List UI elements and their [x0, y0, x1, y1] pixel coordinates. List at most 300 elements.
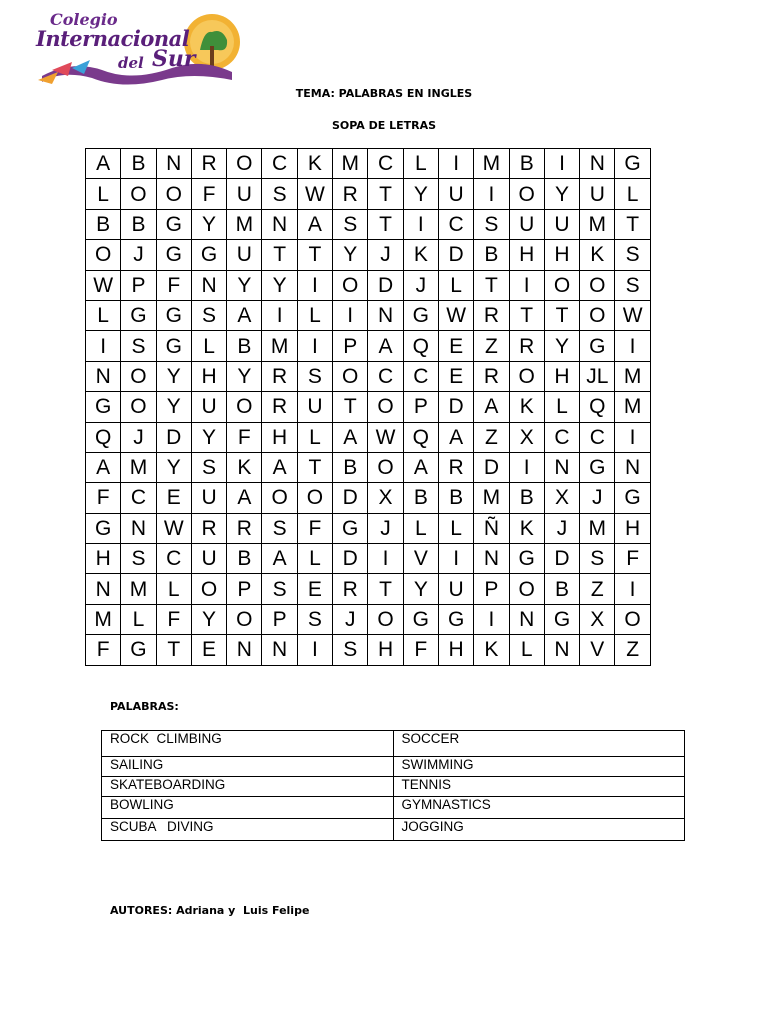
grid-cell: H [262, 422, 297, 452]
grid-cell: U [509, 209, 544, 239]
grid-cell: L [297, 422, 332, 452]
grid-cell: C [368, 361, 403, 391]
grid-cell: M [615, 392, 650, 422]
grid-cell: A [262, 544, 297, 574]
grid-cell: O [580, 300, 615, 330]
grid-row [86, 544, 651, 574]
grid-cell: O [86, 240, 121, 270]
grid-cell: G [156, 300, 191, 330]
grid-cell: W [438, 300, 473, 330]
grid-cell: W [615, 300, 650, 330]
grid-cell: Y [156, 392, 191, 422]
grid-cell: Y [544, 331, 579, 361]
words-label: PALABRAS: [110, 700, 179, 713]
grid-cell: N [262, 635, 297, 665]
grid-cell: P [403, 392, 438, 422]
grid-cell: F [615, 544, 650, 574]
grid-cell: H [86, 544, 121, 574]
grid-cell: B [403, 483, 438, 513]
grid-cell: N [509, 604, 544, 634]
grid-cell: Z [615, 635, 650, 665]
grid-cell: H [544, 361, 579, 391]
grid-cell: W [86, 270, 121, 300]
grid-cell: R [333, 574, 368, 604]
grid-cell: G [121, 635, 156, 665]
grid-cell: I [615, 331, 650, 361]
grid-row [86, 635, 651, 665]
grid-cell: J [368, 513, 403, 543]
grid-cell: J [368, 240, 403, 270]
grid-cell: D [333, 544, 368, 574]
grid-cell: Y [544, 179, 579, 209]
grid-cell: S [474, 209, 509, 239]
grid-cell: L [86, 300, 121, 330]
grid-cell: C [121, 483, 156, 513]
grid-cell: X [544, 483, 579, 513]
grid-cell: Ñ [474, 513, 509, 543]
grid-cell: T [368, 574, 403, 604]
grid-cell: T [333, 392, 368, 422]
grid-cell: O [580, 270, 615, 300]
word-cell: ROCK CLIMBING [102, 731, 394, 757]
grid-cell: U [227, 179, 262, 209]
grid-cell: I [297, 270, 332, 300]
grid-row [86, 392, 651, 422]
grid-cell: D [156, 422, 191, 452]
word-cell: SCUBA DIVING [102, 819, 394, 841]
grid-cell: I [544, 149, 579, 179]
grid-cell: G [403, 604, 438, 634]
logo-text-del: del [118, 54, 144, 72]
grid-cell: N [121, 513, 156, 543]
grid-cell: E [438, 331, 473, 361]
grid-cell: K [403, 240, 438, 270]
grid-cell: S [580, 544, 615, 574]
grid-cell: T [368, 179, 403, 209]
grid-cell: E [438, 361, 473, 391]
grid-cell: Y [156, 361, 191, 391]
grid-cell: Y [191, 209, 226, 239]
grid-cell: Z [474, 331, 509, 361]
grid-cell: P [262, 604, 297, 634]
grid-cell: C [156, 544, 191, 574]
grid-cell: B [544, 574, 579, 604]
grid-cell: Y [262, 270, 297, 300]
grid-cell: N [227, 635, 262, 665]
grid-cell: B [227, 331, 262, 361]
grid-cell: U [297, 392, 332, 422]
grid-cell: F [156, 604, 191, 634]
grid-cell: H [509, 240, 544, 270]
grid-cell: A [474, 392, 509, 422]
grid-cell: G [544, 604, 579, 634]
grid-cell: S [333, 635, 368, 665]
grid-cell: G [580, 331, 615, 361]
word-cell: SAILING [102, 757, 394, 777]
grid-cell: U [191, 392, 226, 422]
grid-cell: I [297, 635, 332, 665]
grid-cell: G [86, 392, 121, 422]
grid-cell: I [333, 300, 368, 330]
grid-cell: G [438, 604, 473, 634]
word-row [102, 797, 685, 819]
grid-cell: S [262, 513, 297, 543]
grid-cell: D [333, 483, 368, 513]
grid-cell: N [544, 452, 579, 482]
word-row [102, 777, 685, 797]
grid-cell: N [544, 635, 579, 665]
grid-row [86, 513, 651, 543]
grid-cell: G [86, 513, 121, 543]
grid-cell: M [615, 361, 650, 391]
grid-cell: S [262, 179, 297, 209]
grid-cell: O [509, 361, 544, 391]
grid-cell: M [227, 209, 262, 239]
grid-cell: C [262, 149, 297, 179]
grid-row [86, 270, 651, 300]
grid-cell: V [403, 544, 438, 574]
grid-cell: E [191, 635, 226, 665]
grid-cell: L [615, 179, 650, 209]
grid-cell: G [580, 452, 615, 482]
grid-cell: N [368, 300, 403, 330]
word-row [102, 819, 685, 841]
grid-cell: JL [580, 361, 615, 391]
grid-cell: S [191, 300, 226, 330]
grid-cell: M [333, 149, 368, 179]
grid-cell: U [438, 179, 473, 209]
grid-row [86, 179, 651, 209]
grid-cell: Y [227, 361, 262, 391]
grid-cell: I [474, 179, 509, 209]
grid-row [86, 149, 651, 179]
grid-cell: H [615, 513, 650, 543]
grid-cell: G [121, 300, 156, 330]
grid-cell: W [156, 513, 191, 543]
grid-cell: C [438, 209, 473, 239]
grid-cell: H [544, 240, 579, 270]
grid-cell: T [368, 209, 403, 239]
grid-cell: W [297, 179, 332, 209]
grid-cell: A [297, 209, 332, 239]
grid-cell: Z [474, 422, 509, 452]
grid-cell: I [438, 544, 473, 574]
grid-cell: B [121, 209, 156, 239]
grid-cell: K [509, 513, 544, 543]
grid-cell: L [156, 574, 191, 604]
grid-cell: I [438, 149, 473, 179]
grid-cell: L [544, 392, 579, 422]
word-search-title: SOPA DE LETRAS [331, 119, 437, 132]
grid-cell: N [86, 361, 121, 391]
grid-cell: M [121, 452, 156, 482]
grid-cell: U [191, 544, 226, 574]
grid-cell: R [333, 179, 368, 209]
grid-cell: P [474, 574, 509, 604]
grid-cell: L [403, 513, 438, 543]
grid-cell: U [438, 574, 473, 604]
grid-cell: J [333, 604, 368, 634]
grid-cell: N [580, 149, 615, 179]
grid-cell: Z [580, 574, 615, 604]
grid-cell: N [262, 209, 297, 239]
grid-cell: M [580, 513, 615, 543]
grid-cell: T [156, 635, 191, 665]
grid-cell: M [262, 331, 297, 361]
grid-cell: B [438, 483, 473, 513]
grid-cell: D [438, 392, 473, 422]
grid-row [86, 422, 651, 452]
grid-cell: O [615, 604, 650, 634]
grid-cell: J [121, 240, 156, 270]
grid-row [86, 574, 651, 604]
grid-cell: L [121, 604, 156, 634]
grid-cell: Q [403, 422, 438, 452]
grid-cell: K [227, 452, 262, 482]
grid-cell: I [368, 544, 403, 574]
grid-cell: M [474, 149, 509, 179]
grid-cell: Q [403, 331, 438, 361]
grid-cell: Q [86, 422, 121, 452]
grid-cell: U [544, 209, 579, 239]
grid-cell: P [333, 331, 368, 361]
grid-cell: H [438, 635, 473, 665]
grid-cell: N [156, 149, 191, 179]
grid-cell: O [121, 179, 156, 209]
logo-text-internacional: Internacional [36, 26, 190, 51]
grid-cell: T [297, 452, 332, 482]
grid-cell: H [368, 635, 403, 665]
grid-cell: O [121, 392, 156, 422]
grid-cell: R [262, 361, 297, 391]
grid-cell: E [156, 483, 191, 513]
grid-cell: O [156, 179, 191, 209]
grid-cell: T [474, 270, 509, 300]
grid-cell: L [297, 544, 332, 574]
grid-cell: K [474, 635, 509, 665]
grid-cell: I [509, 452, 544, 482]
logo-text-colegio: Colegio [50, 10, 118, 29]
grid-cell: B [121, 149, 156, 179]
grid-row [86, 452, 651, 482]
grid-cell: G [403, 300, 438, 330]
grid-cell: O [509, 179, 544, 209]
word-search-grid [85, 148, 651, 666]
grid-cell: M [474, 483, 509, 513]
grid-cell: S [191, 452, 226, 482]
grid-cell: G [156, 331, 191, 361]
topic-heading: TEMA: PALABRAS EN INGLES [295, 87, 473, 100]
logo-text-sur: Sur [152, 46, 196, 72]
grid-cell: S [615, 240, 650, 270]
word-row [102, 757, 685, 777]
grid-cell: R [191, 513, 226, 543]
grid-cell: V [580, 635, 615, 665]
grid-cell: F [297, 513, 332, 543]
grid-cell: A [86, 149, 121, 179]
grid-cell: S [121, 331, 156, 361]
grid-cell: O [297, 483, 332, 513]
grid-cell: G [156, 240, 191, 270]
grid-cell: G [191, 240, 226, 270]
grid-cell: T [297, 240, 332, 270]
grid-cell: T [262, 240, 297, 270]
grid-cell: A [262, 452, 297, 482]
grid-cell: G [615, 483, 650, 513]
word-cell: SKATEBOARDING [102, 777, 394, 797]
grid-cell: I [615, 574, 650, 604]
grid-cell: O [368, 392, 403, 422]
grid-cell: N [191, 270, 226, 300]
grid-cell: D [438, 240, 473, 270]
word-cell: BOWLING [102, 797, 394, 819]
word-cell: GYMNASTICS [393, 797, 685, 819]
grid-cell: I [403, 209, 438, 239]
grid-cell: B [333, 452, 368, 482]
grid-cell: F [86, 483, 121, 513]
grid-cell: I [262, 300, 297, 330]
grid-cell: O [227, 149, 262, 179]
grid-cell: P [227, 574, 262, 604]
grid-cell: I [474, 604, 509, 634]
grid-cell: R [262, 392, 297, 422]
grid-cell: L [403, 149, 438, 179]
grid-cell: D [368, 270, 403, 300]
grid-cell: T [615, 209, 650, 239]
grid-cell: S [262, 574, 297, 604]
grid-cell: F [156, 270, 191, 300]
grid-cell: T [509, 300, 544, 330]
grid-row [86, 604, 651, 634]
grid-cell: F [86, 635, 121, 665]
grid-cell: I [297, 331, 332, 361]
grid-cell: J [121, 422, 156, 452]
grid-cell: A [227, 483, 262, 513]
grid-cell: O [368, 604, 403, 634]
grid-cell: H [191, 361, 226, 391]
grid-cell: Y [403, 574, 438, 604]
grid-cell: L [86, 179, 121, 209]
school-logo [32, 10, 242, 88]
grid-cell: G [615, 149, 650, 179]
grid-cell: F [191, 179, 226, 209]
grid-cell: O [262, 483, 297, 513]
grid-cell: K [509, 392, 544, 422]
grid-cell: Y [333, 240, 368, 270]
authors-line: AUTORES: Adriana y Luis Felipe [110, 904, 310, 917]
grid-cell: A [227, 300, 262, 330]
grid-cell: Y [156, 452, 191, 482]
word-cell: SOCCER [393, 731, 685, 757]
grid-cell: Y [191, 422, 226, 452]
grid-cell: O [368, 452, 403, 482]
grid-cell: U [580, 179, 615, 209]
grid-cell: J [544, 513, 579, 543]
word-cell: SWIMMING [393, 757, 685, 777]
grid-row [86, 240, 651, 270]
grid-row [86, 209, 651, 239]
grid-cell: N [474, 544, 509, 574]
grid-cell: C [368, 149, 403, 179]
grid-cell: Y [403, 179, 438, 209]
grid-cell: L [438, 513, 473, 543]
grid-cell: R [438, 452, 473, 482]
grid-cell: U [191, 483, 226, 513]
grid-cell: A [438, 422, 473, 452]
grid-cell: X [509, 422, 544, 452]
grid-cell: E [297, 574, 332, 604]
grid-row [86, 300, 651, 330]
word-cell: JOGGING [393, 819, 685, 841]
grid-cell: P [121, 270, 156, 300]
grid-cell: A [333, 422, 368, 452]
grid-cell: D [544, 544, 579, 574]
grid-cell: F [227, 422, 262, 452]
word-row [102, 731, 685, 757]
word-cell: TENNIS [393, 777, 685, 797]
grid-cell: I [615, 422, 650, 452]
grid-cell: Y [191, 604, 226, 634]
grid-cell: B [227, 544, 262, 574]
grid-cell: L [438, 270, 473, 300]
grid-cell: A [368, 331, 403, 361]
grid-cell: F [403, 635, 438, 665]
grid-cell: J [403, 270, 438, 300]
grid-cell: M [86, 604, 121, 634]
grid-cell: R [509, 331, 544, 361]
grid-cell: U [227, 240, 262, 270]
grid-cell: B [86, 209, 121, 239]
grid-cell: C [544, 422, 579, 452]
grid-cell: R [191, 149, 226, 179]
grid-cell: Y [227, 270, 262, 300]
grid-cell: Q [580, 392, 615, 422]
grid-cell: G [509, 544, 544, 574]
grid-row [86, 361, 651, 391]
grid-cell: K [580, 240, 615, 270]
grid-cell: D [474, 452, 509, 482]
grid-cell: S [121, 544, 156, 574]
grid-cell: B [474, 240, 509, 270]
grid-cell: R [474, 361, 509, 391]
grid-cell: L [509, 635, 544, 665]
grid-cell: R [474, 300, 509, 330]
grid-cell: K [297, 149, 332, 179]
grid-cell: J [580, 483, 615, 513]
grid-cell: L [297, 300, 332, 330]
grid-cell: B [509, 149, 544, 179]
grid-cell: G [333, 513, 368, 543]
grid-row [86, 331, 651, 361]
grid-row [86, 483, 651, 513]
grid-cell: M [580, 209, 615, 239]
grid-cell: C [580, 422, 615, 452]
grid-cell: O [333, 270, 368, 300]
grid-cell: B [509, 483, 544, 513]
grid-cell: I [86, 331, 121, 361]
grid-cell: O [191, 574, 226, 604]
grid-cell: X [368, 483, 403, 513]
grid-cell: S [297, 604, 332, 634]
grid-cell: N [86, 574, 121, 604]
grid-cell: T [544, 300, 579, 330]
grid-cell: G [156, 209, 191, 239]
grid-cell: A [86, 452, 121, 482]
grid-cell: O [544, 270, 579, 300]
grid-cell: A [403, 452, 438, 482]
grid-cell: I [509, 270, 544, 300]
grid-cell: L [191, 331, 226, 361]
